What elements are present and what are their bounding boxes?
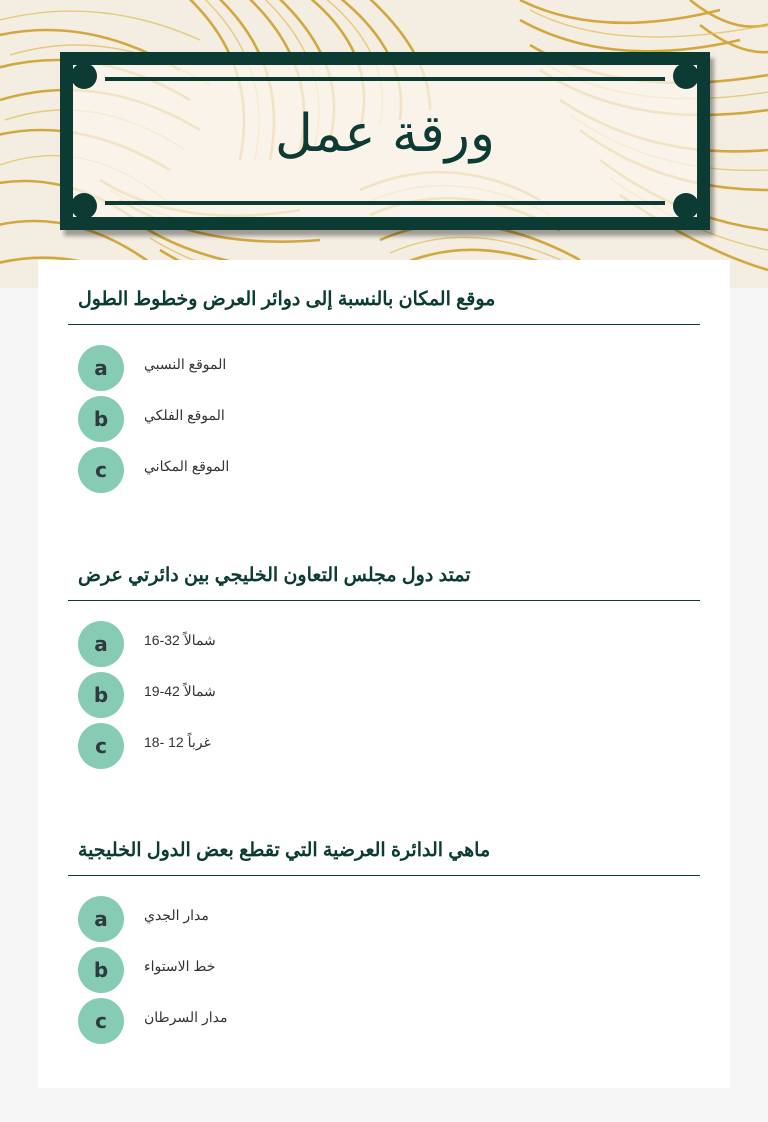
frame-corner — [71, 63, 97, 89]
option-text: الموقع النسبي — [144, 356, 227, 372]
page-title: ورقة عمل — [275, 104, 495, 164]
option-b[interactable] — [78, 396, 578, 442]
question-text: موقع المكان بالنسبة إلى دوائر العرض وخطوط الطول — [78, 289, 496, 310]
option-letter-badge: b — [78, 947, 124, 993]
question-text: تمتد دول مجلس التعاون الخليجي بين دائرتي عرض — [78, 565, 471, 586]
title-rule-top — [105, 77, 665, 81]
option-c[interactable] — [78, 447, 578, 493]
title-rule-bottom — [105, 201, 665, 205]
question-divider — [68, 600, 700, 601]
option-text: الموقع المكاني — [144, 458, 230, 474]
option-text: الموقع الفلكي — [144, 407, 225, 423]
question-text: ماهي الدائرة العرضية التي تقطع بعض الدول الخليجية — [78, 840, 491, 861]
option-c[interactable] — [78, 723, 578, 769]
option-c[interactable] — [78, 998, 578, 1044]
option-a[interactable] — [78, 345, 578, 391]
frame-corner — [71, 193, 97, 219]
option-letter-badge: b — [78, 672, 124, 718]
option-letter-badge: c — [78, 723, 124, 769]
option-a[interactable] — [78, 621, 578, 667]
frame-corner — [673, 193, 699, 219]
frame-corner — [673, 63, 699, 89]
option-letter-badge: b — [78, 396, 124, 442]
option-letter-badge: a — [78, 896, 124, 942]
option-text: غرباً 12 -18 — [144, 734, 211, 750]
question-divider — [68, 875, 700, 876]
option-letter-badge: a — [78, 621, 124, 667]
question-divider — [68, 324, 700, 325]
option-a[interactable] — [78, 896, 578, 942]
option-text: شمالاً 42-19 — [144, 683, 216, 699]
title-frame — [60, 52, 710, 230]
option-text: شمالاً 32-16 — [144, 632, 216, 648]
option-letter-badge: a — [78, 345, 124, 391]
option-b[interactable] — [78, 672, 578, 718]
option-b[interactable] — [78, 947, 578, 993]
option-text: مدار السرطان — [144, 1009, 228, 1025]
option-letter-badge: c — [78, 998, 124, 1044]
option-text: مدار الجدي — [144, 907, 209, 923]
option-text: خط الاستواء — [144, 958, 216, 974]
option-letter-badge: c — [78, 447, 124, 493]
